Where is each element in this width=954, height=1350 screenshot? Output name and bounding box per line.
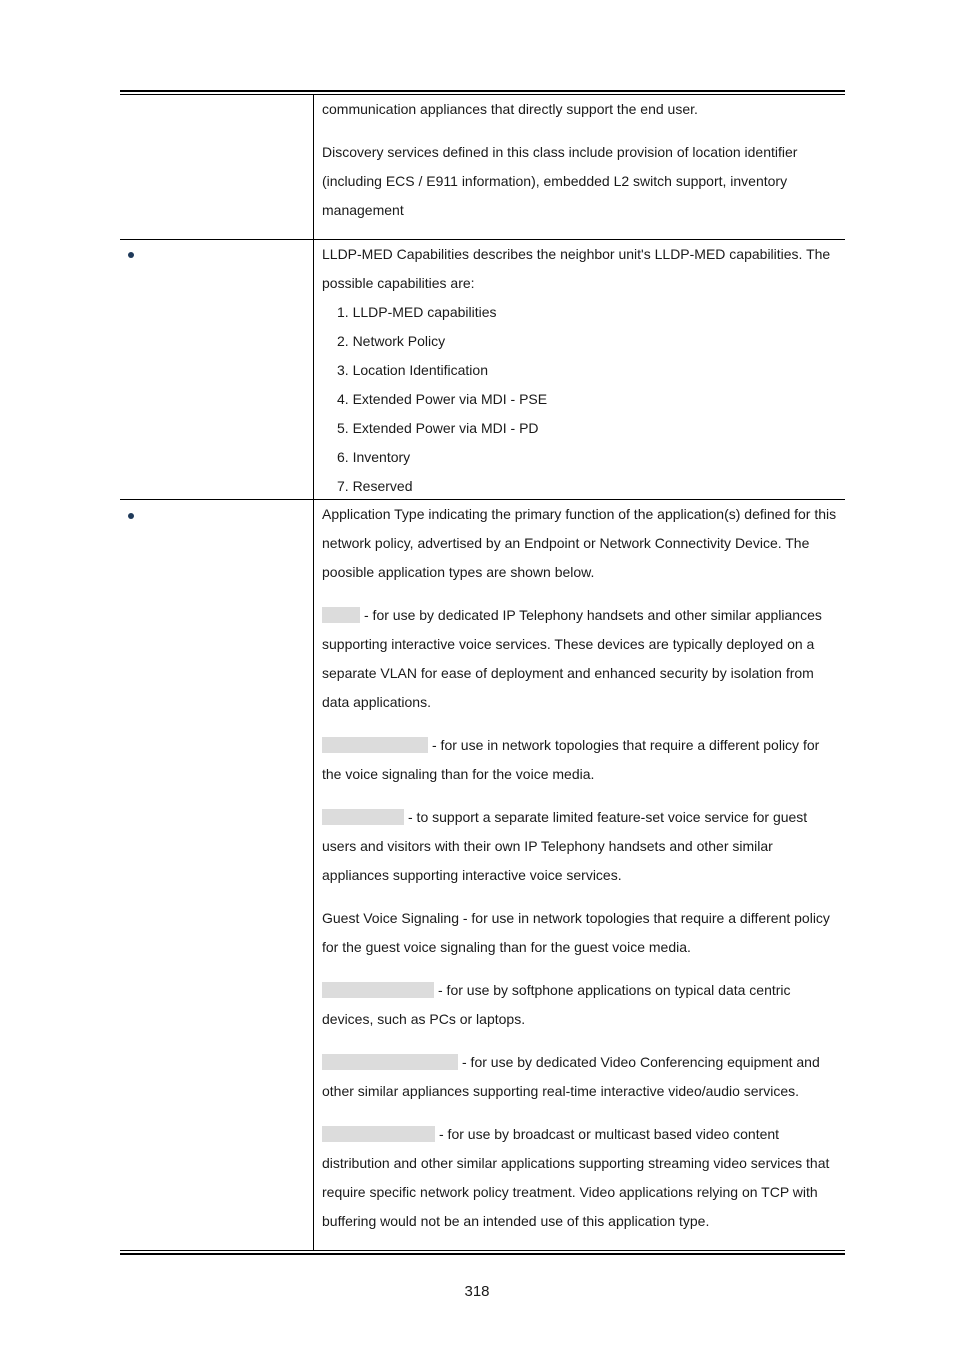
redacted-term [322, 1054, 458, 1070]
list-item: 2. Network Policy [337, 333, 446, 349]
video-conferencing-description: - for use by dedicated Video Conferencing equipment and other similar appliances supporting real-time interactive video/audio services. [322, 1054, 820, 1099]
redacted-term [322, 607, 360, 623]
application-type-intro: Application Type indicating the primary function of the application(s) defined for this network policy, advertised by an Endpoint or Network Connectivity Device. The poosible application types are shown below. [322, 506, 837, 580]
capabilities-list [322, 298, 842, 501]
row2-description [322, 240, 842, 501]
voice-description: - for use by dedicated IP Telephony handsets and other similar appliances supporting interactive voice services. These devices are typically deployed on a separate VLAN for ease of deployment and enhanced security by isolation from data applications. [322, 607, 822, 710]
redacted-term [322, 1126, 435, 1142]
row1-paragraph: Discovery services defined in this class include provision of location identifier (including ECS / E911 information), embedded L2 switch support, inventory management [322, 144, 798, 218]
bullet-icon [128, 252, 134, 258]
table-bottom-rule-thin [120, 1250, 845, 1251]
table-top-rule [120, 90, 845, 92]
row3-description [322, 500, 842, 1236]
list-item: 5. Extended Power via MDI - PD [337, 420, 539, 436]
page-number: 318 [464, 1283, 490, 1300]
list-item: 6. Inventory [337, 449, 411, 465]
redacted-term [322, 982, 434, 998]
softphone-voice-description: - for use by softphone applications on typical data centric devices, such as PCs or laptops. [322, 982, 791, 1027]
redacted-term [322, 809, 404, 825]
row1-line1: communication appliances that directly support the end user. [322, 101, 698, 117]
table-bottom-rule [120, 1253, 845, 1255]
column-divider [313, 95, 314, 1250]
redacted-term [322, 737, 428, 753]
bullet-icon [128, 513, 134, 519]
list-item: 1. LLDP-MED capabilities [337, 304, 497, 320]
capabilities-intro: LLDP-MED Capabilities describes the neighbor unit's LLDP-MED capabilities. The possible capabilities are: [322, 246, 831, 291]
list-item: 7. Reserved [337, 478, 413, 494]
voice-signaling-description: - for use in network topologies that require a different policy for the voice signaling than for the voice media. [322, 737, 820, 782]
guest-voice-description: - to support a separate limited feature-set voice service for guest users and visitors with their own IP Telephony handsets and other similar appliances supporting interactive voice services. [322, 809, 808, 883]
guest-voice-signaling-description: Guest Voice Signaling - for use in network topologies that require a different policy for the guest voice signaling than for the guest voice media. [322, 910, 830, 955]
streaming-video-description: - for use by broadcast or multicast based video content distribution and other similar applications supporting streaming video services that require specific network policy treatment. Video applications relying on TCP with buffering would not be an intended use of this application type. [322, 1126, 830, 1229]
list-item: 3. Location Identification [337, 362, 488, 378]
row1-description [322, 95, 842, 225]
list-item: 4. Extended Power via MDI - PSE [337, 391, 548, 407]
